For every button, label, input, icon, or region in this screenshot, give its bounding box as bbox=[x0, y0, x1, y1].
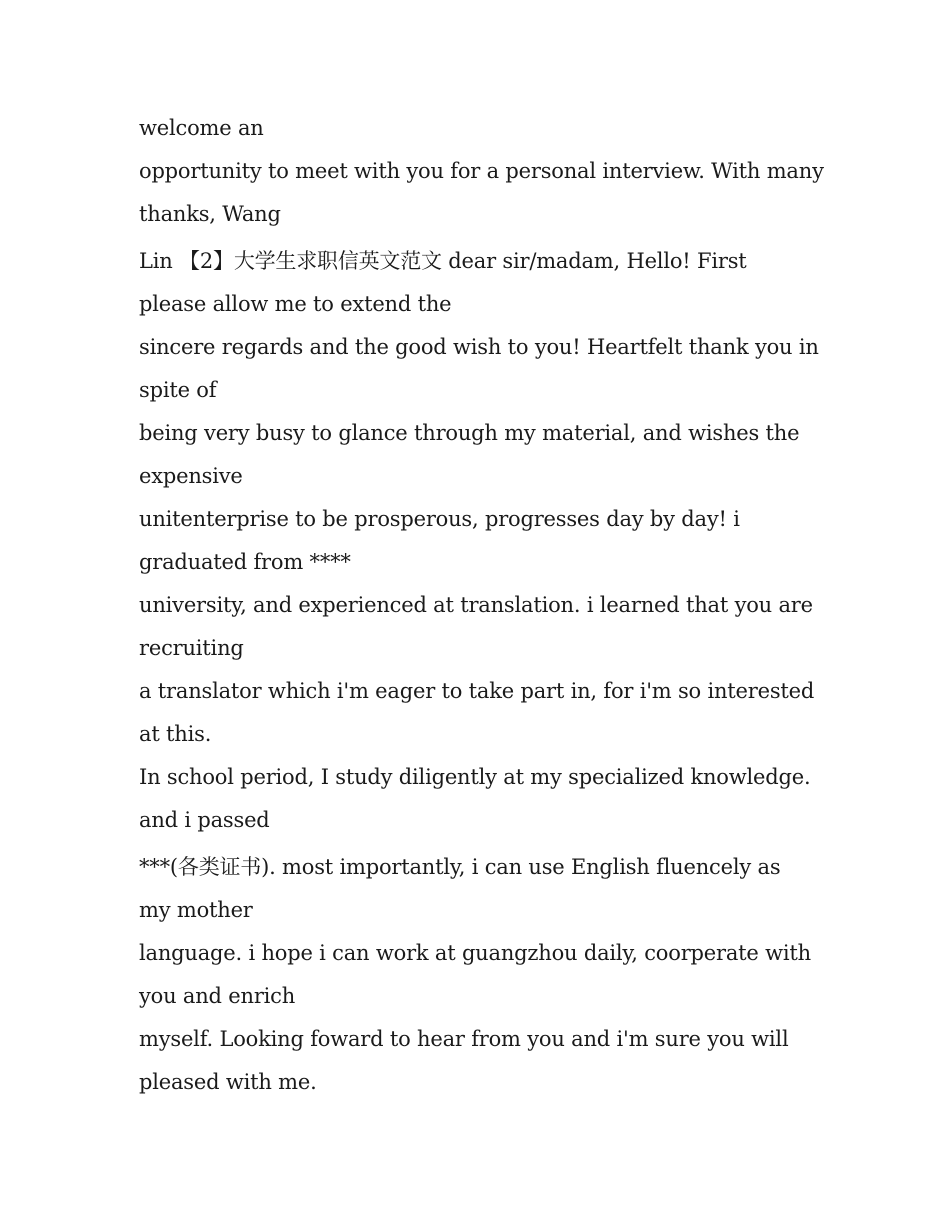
text-line: opportunity to meet with you for a personal interview. With many bbox=[139, 159, 824, 183]
text-line: myself. Looking foward to hear from you and i'm sure you will bbox=[139, 1027, 789, 1051]
text-line: Lin 【2】大学生求职信英文范文 dear sir/madam, Hello! First bbox=[139, 249, 747, 273]
text-line: sincere regards and the good wish to you! Heartfelt thank you in bbox=[139, 335, 819, 359]
text-line: In school period, I study diligently at my specialized knowledge. bbox=[139, 765, 811, 789]
text-line: pleased with me. bbox=[139, 1070, 317, 1094]
text-line: and i passed bbox=[139, 808, 270, 832]
text-line: at this. bbox=[139, 722, 212, 746]
letter-body bbox=[139, 107, 829, 1104]
text-line: university, and experienced at translation. i learned that you are bbox=[139, 593, 813, 617]
text-line: language. i hope i can work at guangzhou daily, coorperate with bbox=[139, 941, 811, 965]
text-line: expensive bbox=[139, 464, 243, 488]
text-line: recruiting bbox=[139, 636, 244, 660]
text-line: thanks, Wang bbox=[139, 202, 281, 226]
text-line: being very busy to glance through my material, and wishes the bbox=[139, 421, 800, 445]
text-line: welcome an bbox=[139, 116, 264, 140]
text-line: you and enrich bbox=[139, 984, 296, 1008]
text-line: unitenterprise to be prosperous, progresses day by day! i bbox=[139, 507, 740, 531]
text-line: spite of bbox=[139, 378, 217, 402]
text-line: please allow me to extend the bbox=[139, 292, 452, 316]
text-line: ***(各类证书). most importantly, i can use English fluencely as bbox=[139, 855, 781, 879]
text-line: a translator which i'm eager to take part in, for i'm so interested bbox=[139, 679, 815, 703]
text-line: graduated from **** bbox=[139, 550, 351, 574]
text-line: my mother bbox=[139, 898, 253, 922]
